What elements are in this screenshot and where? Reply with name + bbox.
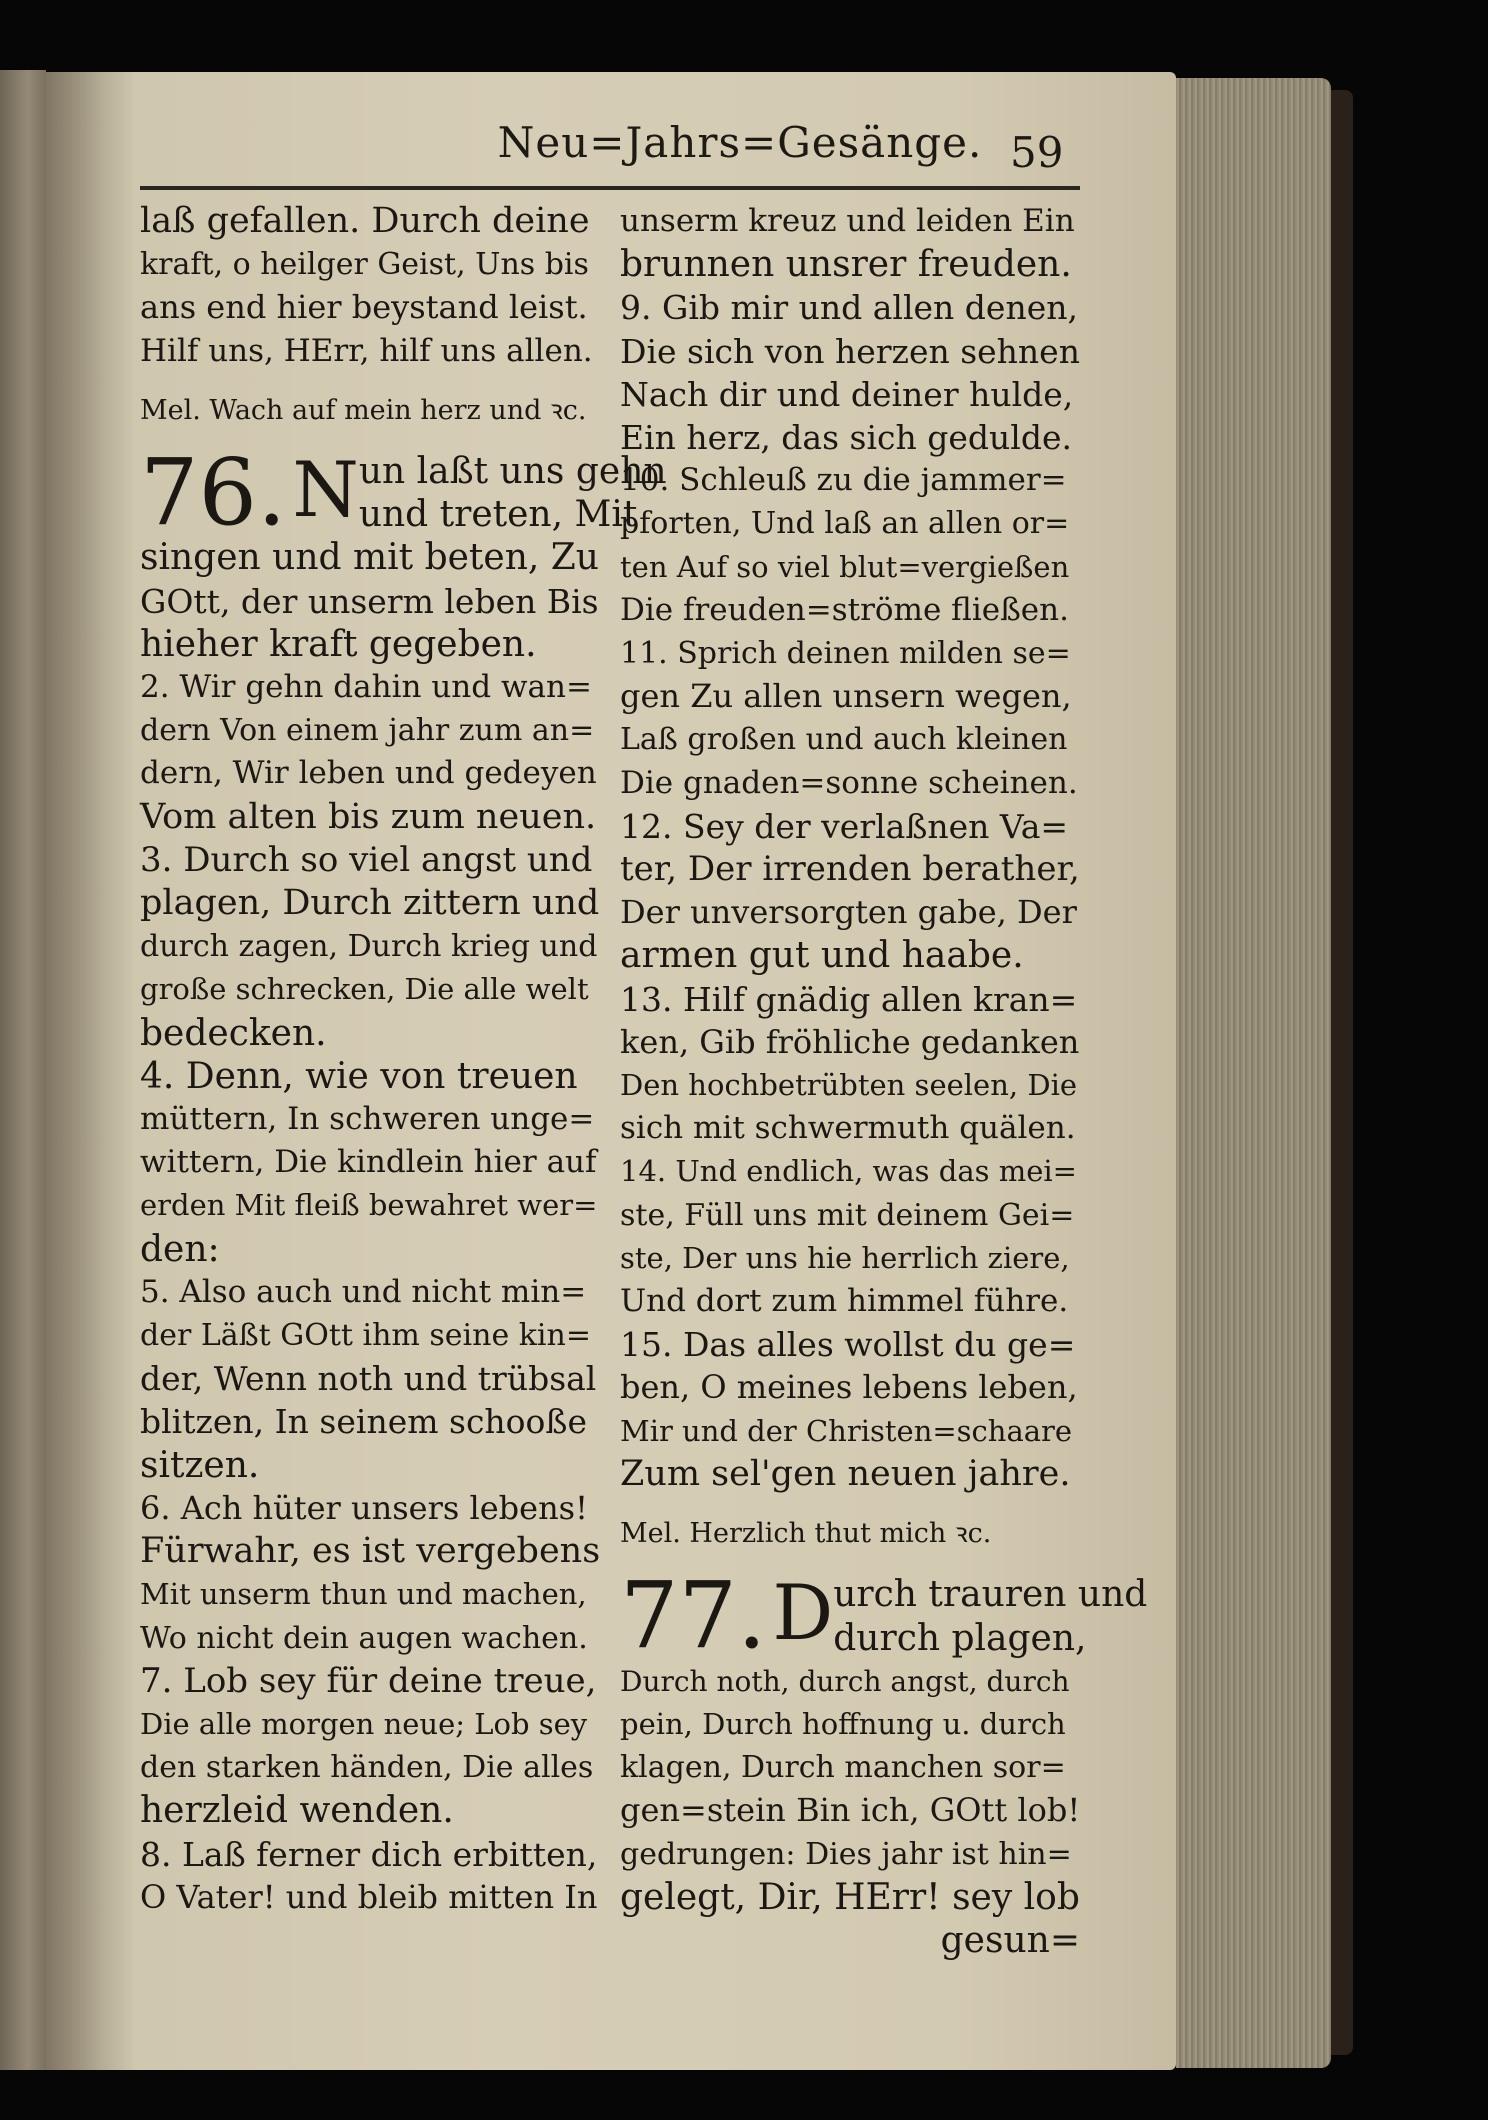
text-line: gen Zu allen unsern wegen, [620, 677, 1072, 716]
text-line: gen=stein Bin ich, GOtt lob! [620, 1791, 1081, 1830]
catchword: gesun= [940, 1919, 1080, 1961]
text-line: dern Von einem jahr zum an= [140, 713, 595, 749]
text-line: blitzen, In seinem schooße [140, 1402, 587, 1442]
text-line: Die sich von herzen sehnen [620, 331, 1080, 371]
text-line: Und dort zum himmel führe. [620, 1283, 1069, 1320]
text-line: ans end hier beystand leist. [140, 288, 588, 327]
text-line: Die gnaden=sonne scheinen. [620, 764, 1078, 801]
text-line: O Vater! und bleib mitten In [140, 1877, 598, 1916]
text-line: singen und mit beten, Zu [140, 537, 599, 579]
text-line: pein, Durch hoffnung u. durch [620, 1706, 1066, 1741]
text-line: ten Auf so viel blut=vergießen [620, 549, 1070, 584]
text-line: Der unversorgten gabe, Der [620, 893, 1077, 932]
running-title: Neu=Jahrs=Gesänge. [497, 118, 983, 167]
text-line: Durch noth, durch angst, durch [620, 1664, 1070, 1698]
hymn-77-opening [620, 1562, 1148, 1670]
melody-line: Mel. Wach auf mein herz und ꝛc. [140, 394, 587, 426]
text-line: große schrecken, Die alle welt [140, 972, 589, 1007]
text-line: plagen, Durch zittern und [140, 883, 600, 924]
text-line: 2. Wir gehn dahin und wan= [140, 669, 592, 706]
text-line: Mir und der Christen=schaare [620, 1413, 1073, 1448]
text-line: Vom alten bis zum neuen. [140, 796, 597, 837]
text-line: Die alle morgen neue; Lob sey [140, 1706, 588, 1741]
text-line: hieher kraft gegeben. [140, 623, 537, 665]
text-line: ben, O meines lebens leben, [620, 1368, 1078, 1407]
text-line: 7. Lob sey für deine treue, [140, 1660, 597, 1701]
text-line: 10. Schleuß zu die jammer= [620, 462, 1067, 499]
text-line: ste, Füll uns mit deinem Gei= [620, 1197, 1075, 1233]
text-line: 8. Laß ferner dich erbitten, [140, 1834, 598, 1874]
text-line: kraft, o heilger Geist, Uns bis [140, 247, 589, 283]
text-line: der Läßt GOtt ihm seine kin= [140, 1318, 591, 1354]
text-line: Hilf uns, HErr, hilf uns allen. [140, 332, 593, 369]
hymn-first-lines [833, 1573, 1147, 1659]
hymn-76-opening [140, 439, 667, 547]
gutter-shadow [46, 72, 136, 2070]
right-column [620, 200, 1148, 1962]
text-line: Wo nicht dein augen wachen. [140, 1620, 588, 1656]
text-line: 14. Und endlich, was das mei= [620, 1154, 1077, 1189]
hymn-number: 77. [620, 1562, 767, 1670]
text-line: wittern, Die kindlein hier auf [140, 1144, 597, 1181]
text-line: 11. Sprich deinen milden se= [620, 636, 1071, 672]
text-line: Nach dir und deiner hulde, [620, 374, 1074, 414]
text-line: müttern, In schweren unge= [140, 1101, 595, 1138]
text-line: urch trauren und [833, 1574, 1148, 1616]
melody-line: Mel. Herzlich thut mich ꝛc. [620, 1518, 992, 1550]
text-line: GOtt, der unserm leben Bis [140, 581, 599, 621]
text-line: Ein herz, das sich gedulde. [620, 418, 1072, 458]
text-line: den: [140, 1228, 220, 1270]
text-line: herzleid wenden. [140, 1790, 454, 1832]
text-line: 5. Also auch und nicht min= [140, 1273, 587, 1310]
text-line: 4. Denn, wie von treuen [140, 1055, 578, 1097]
text-line: gelegt, Dir, HErr! sey lob [620, 1876, 1080, 1918]
text-line: den starken händen, Die alles [140, 1750, 594, 1786]
text-line: dern, Wir leben und gedeyen [140, 755, 597, 792]
text-line: klagen, Durch manchen sor= [620, 1750, 1066, 1786]
text-line: brunnen unsrer freuden. [620, 244, 1072, 286]
text-line: sich mit schwermuth quälen. [620, 1110, 1076, 1147]
text-line: bedecken. [140, 1012, 327, 1054]
text-line: Die freuden=ströme fließen. [620, 591, 1069, 628]
text-line: armen gut und haabe. [620, 935, 1024, 977]
text-line: ste, Der uns hie herrlich ziere, [620, 1240, 1070, 1275]
text-line: 3. Durch so viel angst und [140, 839, 593, 880]
text-line: Zum sel'gen neuen jahre. [620, 1453, 1071, 1494]
text-line: ter, Der irrenden berather, [620, 849, 1080, 890]
text-line: Den hochbetrübten seelen, Die [620, 1068, 1078, 1103]
text-line: durch zagen, Durch krieg und [140, 929, 598, 965]
hymn-number: 76. [140, 439, 287, 547]
header-rule [140, 186, 1080, 190]
text-line: der, Wenn noth und trübsal [140, 1359, 597, 1399]
text-line: Laß großen und auch kleinen [620, 722, 1068, 758]
text-line: 6. Ach hüter unsers lebens! [140, 1488, 588, 1527]
text-line: 9. Gib mir und allen denen, [620, 288, 1078, 328]
book-cover [1331, 90, 1353, 2055]
drop-cap: N [292, 445, 359, 535]
text-line: gedrungen: Dies jahr ist hin= [620, 1836, 1072, 1872]
left-column [140, 200, 667, 1919]
text-line: laß gefallen. Durch deine [140, 201, 590, 241]
previous-page-edge [0, 70, 46, 2070]
text-line: 15. Das alles wollst du ge= [620, 1325, 1076, 1365]
text-line: 12. Sey der verlaßnen Va= [620, 806, 1069, 846]
text-line: ken, Gib fröhliche gedanken [620, 1022, 1080, 1061]
text-line: unserm kreuz und leiden Ein [620, 203, 1075, 239]
text-line: erden Mit fleiß bewahret wer= [140, 1188, 598, 1223]
page-number: 59 [1010, 128, 1064, 177]
text-line: durch plagen, [833, 1617, 1087, 1659]
text-line: Mit unserm thun und machen, [140, 1577, 587, 1612]
page-edges [1176, 78, 1331, 2068]
text-line: sitzen. [140, 1444, 260, 1486]
drop-cap: D [772, 1568, 834, 1658]
text-line: un laßt uns gehn [358, 451, 667, 493]
text-line: Fürwahr, es ist vergebens [140, 1531, 601, 1572]
text-line: und treten, Mit [358, 494, 638, 536]
text-line: 13. Hilf gnädig allen kran= [620, 979, 1078, 1019]
text-line: pforten, Und laß an allen or= [620, 506, 1070, 542]
